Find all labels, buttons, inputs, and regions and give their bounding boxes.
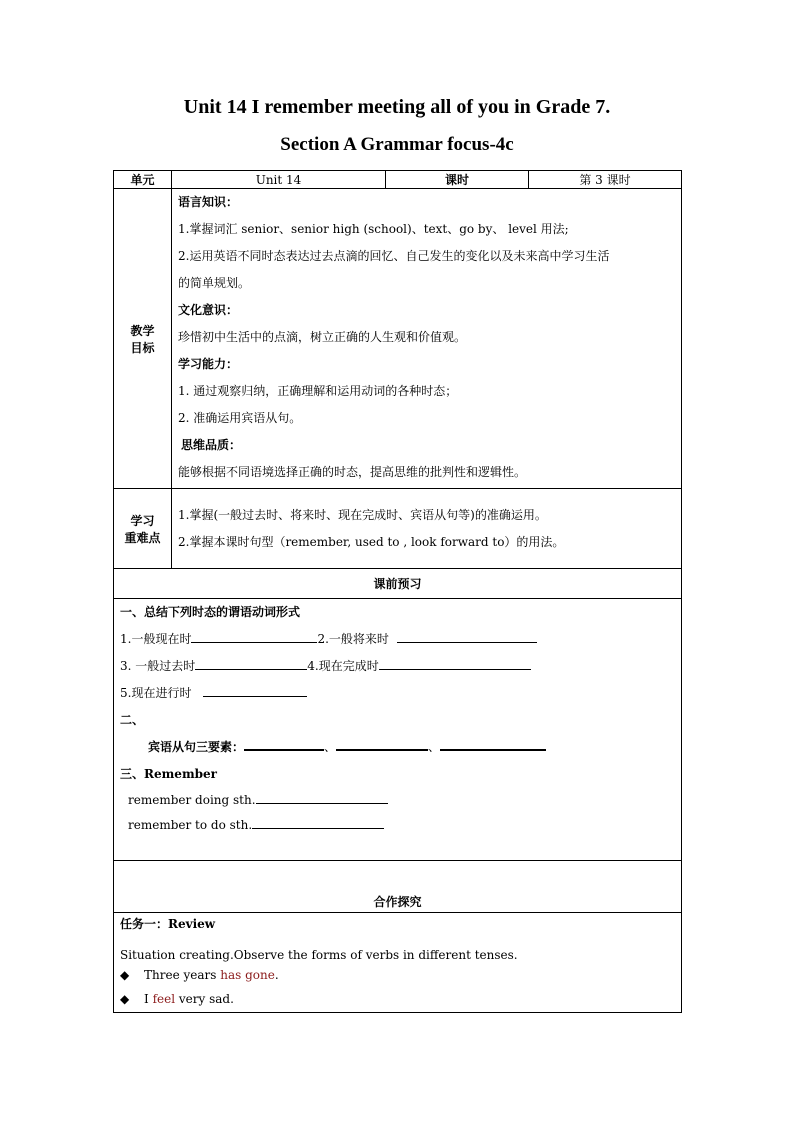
objectives-row	[114, 189, 682, 489]
objectives-label-line2: 目标	[130, 340, 155, 355]
key-points-row	[114, 489, 682, 569]
page-subtitle: Section A Grammar focus-4c	[280, 134, 514, 155]
preview-section2-title: 二、	[120, 713, 145, 727]
explore-heading-row	[114, 861, 682, 913]
lang-item-1: 1.掌握词汇 senior、senior high (school)、text、go by、 level 用法;	[178, 222, 569, 236]
unit-label: 单元	[114, 171, 172, 189]
lang-title: 语言知识：	[178, 195, 239, 209]
lang-item-2a: 2.运用英语不同时态表达过去点滴的回忆、自己发生的变化以及未来高中学习生活	[178, 249, 610, 263]
lang-item-2b: 的简单规划。	[178, 276, 251, 290]
tense-future: 2.一般将来时	[317, 632, 389, 646]
remember-doing: remember doing sth.	[128, 793, 256, 807]
header-row	[114, 171, 682, 189]
culture-item-1: 珍惜初中生活中的点滴，树立正确的人生观和价值观。	[178, 330, 467, 344]
tense-past: 3. 一般过去时	[120, 659, 196, 673]
thinking-title: 思维品质：	[181, 438, 242, 452]
answer-blank[interactable]	[379, 655, 531, 670]
answer-blank[interactable]	[244, 735, 324, 751]
unit-value: Unit 14	[172, 171, 386, 189]
answer-blank[interactable]	[440, 735, 546, 751]
answer-blank[interactable]	[195, 655, 307, 670]
period-value: 第 3 课时	[529, 171, 682, 189]
preview-heading-row	[114, 569, 682, 599]
tense-progressive: 5.现在进行时	[120, 686, 192, 700]
key-points-label-line2: 重难点	[124, 530, 161, 545]
diamond-bullet-icon: ◆	[120, 992, 130, 1006]
bullet-2-highlight: feel	[152, 992, 176, 1006]
remember-to-do: remember to do sth.	[128, 818, 253, 832]
page-title: Unit 14 I remember meeting all of you in Grade 7.	[183, 96, 611, 118]
explore-heading: 合作探究	[114, 861, 682, 913]
ability-item-1: 1. 通过观察归纳，正确理解和运用动词的各种时态；	[178, 384, 458, 398]
tense-row-3	[120, 680, 675, 707]
lesson-plan-table	[113, 170, 682, 1013]
object-clause-row	[120, 734, 675, 761]
preview-content	[114, 599, 682, 861]
objectives-label-line1: 教学	[130, 323, 155, 338]
preview-section1-title: 一、总结下列时态的谓语动词形式	[120, 605, 301, 619]
object-clause-label: 宾语从句三要素：	[148, 740, 245, 754]
tense-perfect: 4.现在完成时	[307, 659, 379, 673]
key-points-label-line1: 学习	[130, 513, 155, 528]
bullet-item-1	[120, 963, 675, 987]
culture-title: 文化意识：	[178, 303, 239, 317]
key-points-content	[172, 489, 682, 569]
key-points-label	[114, 489, 172, 569]
answer-blank[interactable]	[336, 735, 428, 751]
key-point-2: 2.掌握本课时句型（remember, used to , look forward to）的用法。	[178, 534, 565, 549]
bullet-item-2	[120, 987, 675, 1011]
preview-row	[114, 599, 682, 861]
preview-section3-title: 三、Remember	[120, 767, 217, 781]
bullet-1-end: .	[274, 968, 279, 982]
explore-row	[114, 913, 682, 1013]
diamond-bullet-icon: ◆	[120, 968, 130, 982]
bullet-1-text: Three years	[144, 968, 221, 982]
answer-blank[interactable]	[191, 628, 317, 643]
period-label: 课时	[386, 171, 529, 189]
bullet-2-text: I	[144, 992, 153, 1006]
answer-blank[interactable]	[252, 814, 384, 829]
bullet-1-highlight: has gone	[220, 968, 275, 982]
situation-text: Situation creating.Observe the forms of verbs in different tenses.	[120, 948, 518, 962]
remember-row-2	[120, 813, 675, 838]
answer-blank[interactable]	[397, 628, 537, 643]
separator: 、	[428, 740, 441, 754]
thinking-item-1: 能够根据不同语境选择正确的时态，提高思维的批判性和逻辑性。	[178, 465, 527, 479]
bullet-2-end: very sad.	[175, 992, 234, 1006]
tense-present: 1.一般现在时	[120, 632, 192, 646]
preview-heading: 课前预习	[114, 569, 682, 599]
answer-blank[interactable]	[256, 789, 388, 804]
separator: 、	[324, 740, 337, 754]
tense-row-2	[120, 653, 675, 680]
explore-content	[114, 913, 682, 1013]
objectives-content	[172, 189, 682, 489]
answer-blank[interactable]	[203, 682, 307, 697]
ability-item-2: 2. 准确运用宾语从句。	[178, 411, 302, 425]
key-point-1: 1.掌握(一般过去时、将来时、现在完成时、宾语从句等)的准确运用。	[178, 507, 547, 522]
ability-title: 学习能力：	[178, 357, 239, 371]
task-title: 任务一：Review	[120, 917, 216, 931]
remember-row-1	[120, 788, 675, 813]
tense-row-1	[120, 626, 675, 653]
objectives-label	[114, 189, 172, 489]
